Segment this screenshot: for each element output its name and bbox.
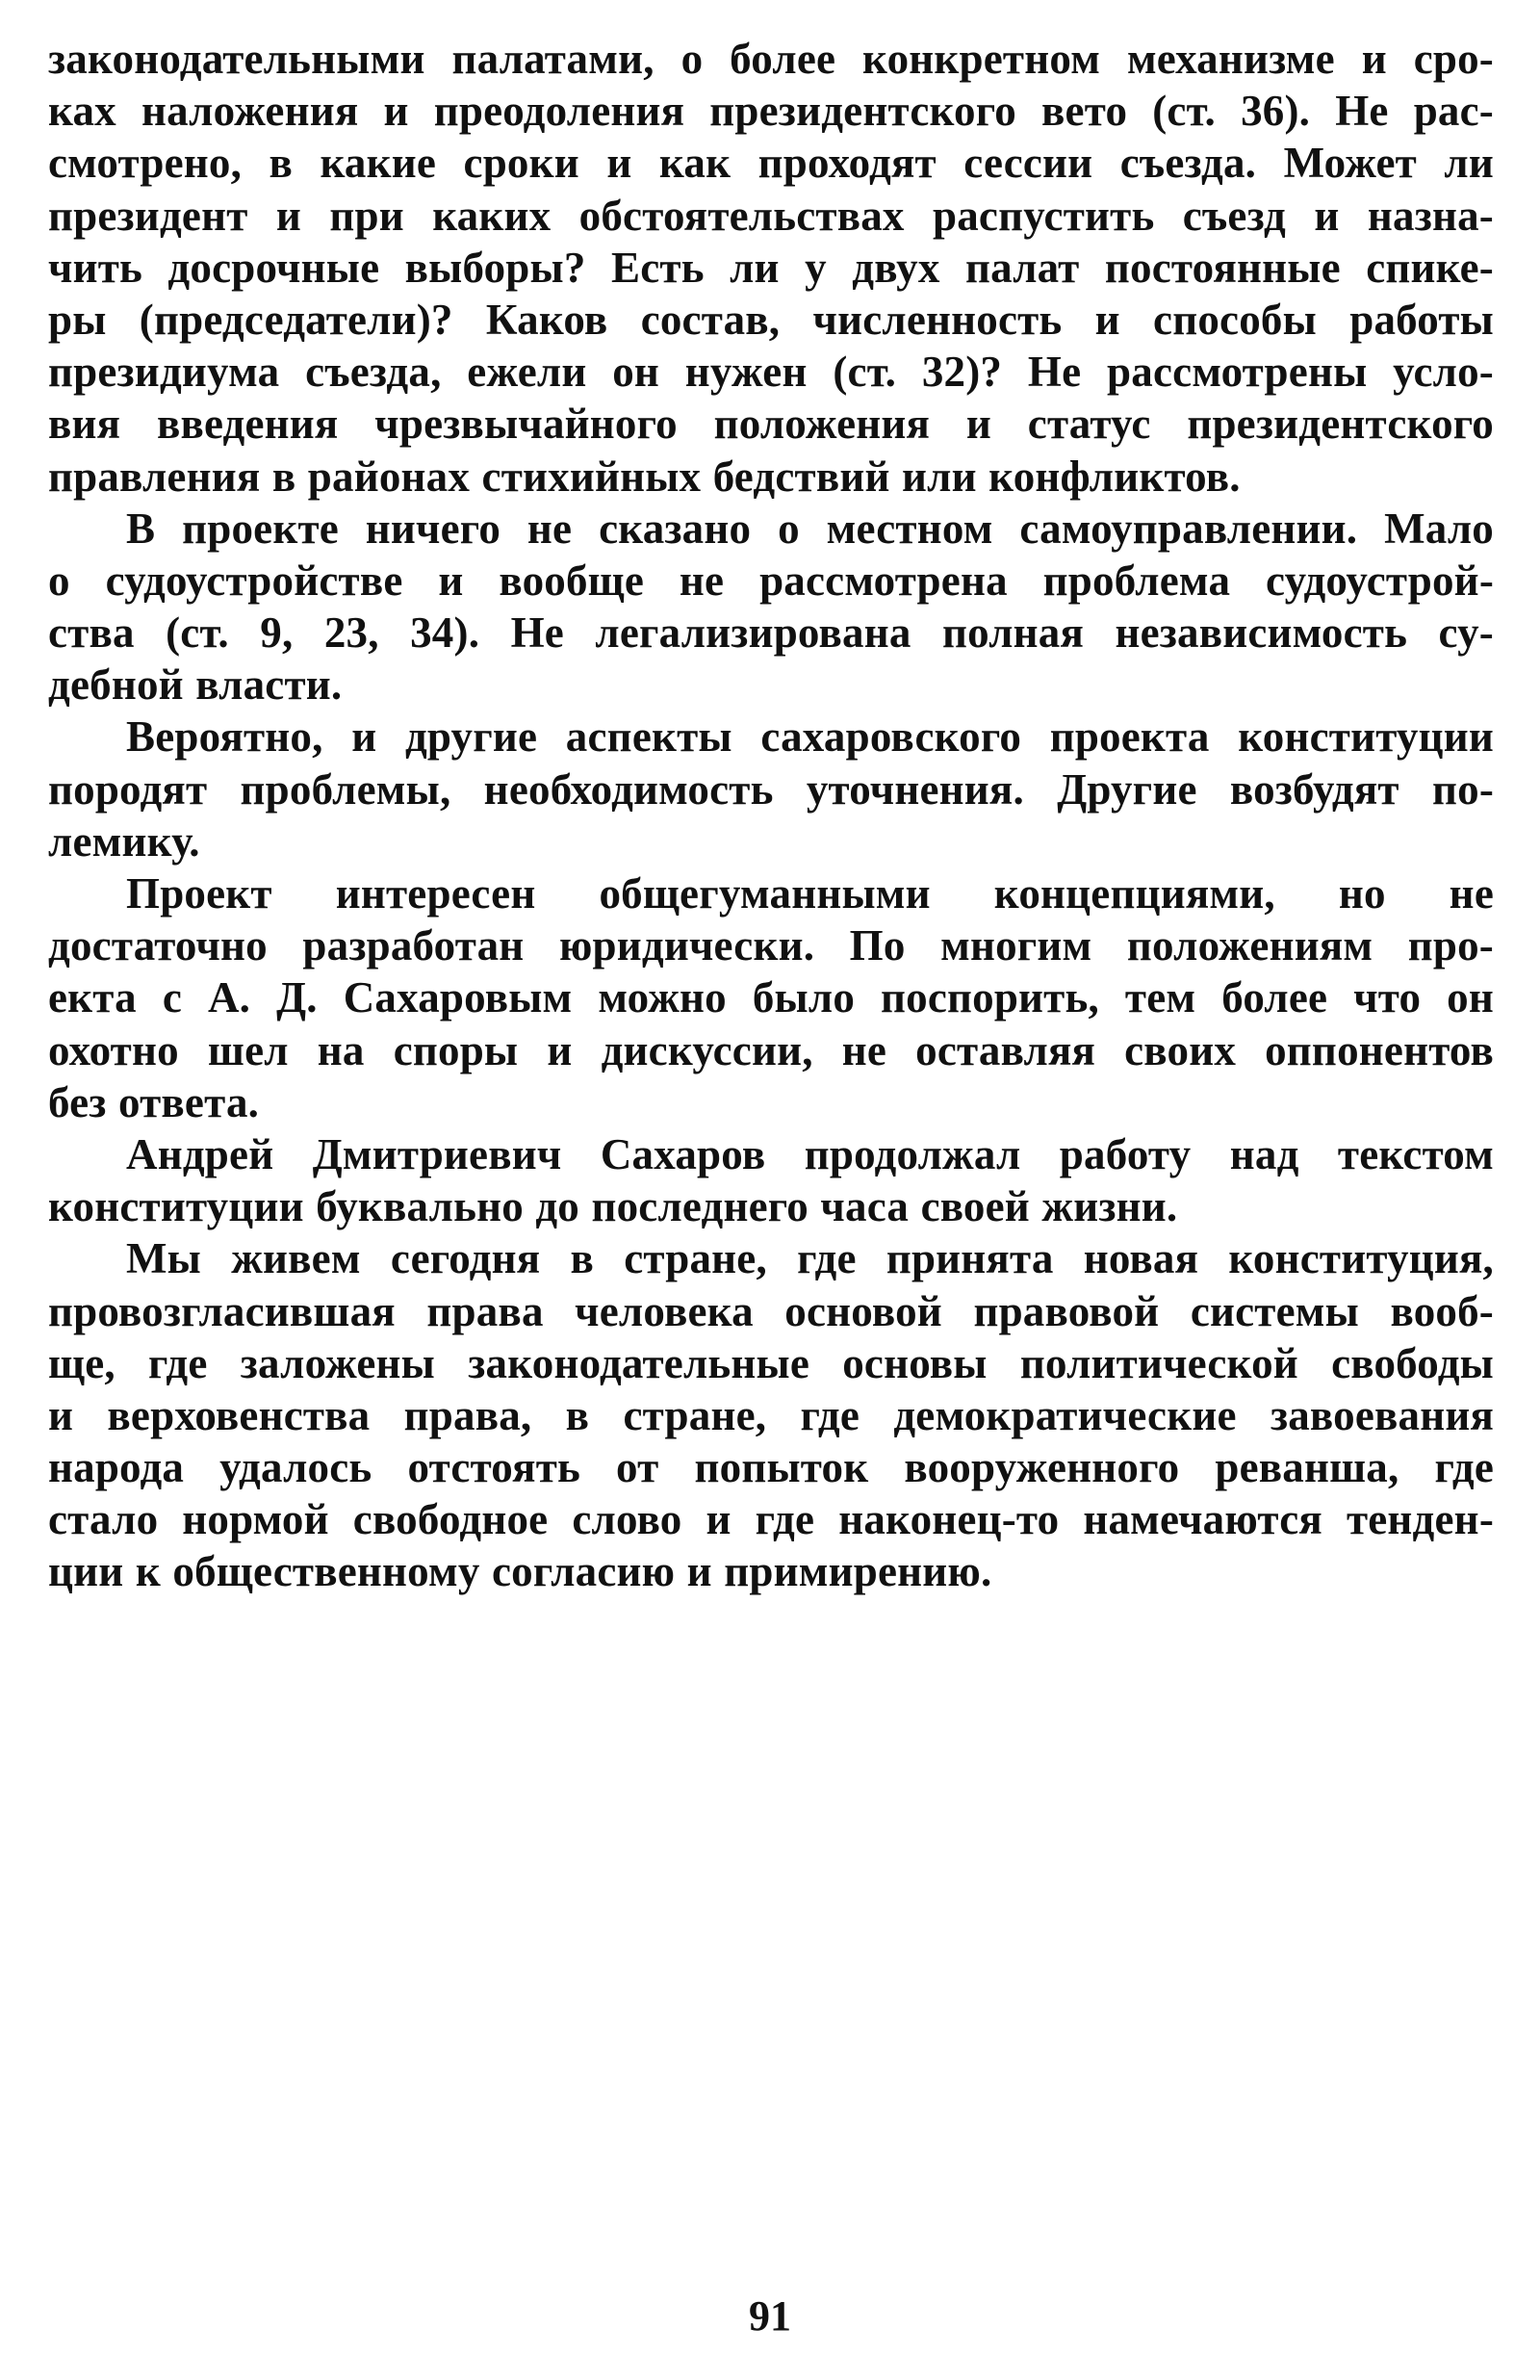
p1-line-3: смотрено, в какие сроки и как проходят сессии съезда. Может ли bbox=[48, 139, 1494, 188]
p3-line-1: Вероятно, и другие аспекты сахаровского проекта конституции bbox=[126, 712, 1494, 762]
p1-line-9: правления в районах стихийных бедствий или конфликтов. bbox=[48, 452, 1241, 501]
p6-line-5: народа удалось отстоять от попыток вооруженного реванша, где bbox=[48, 1443, 1494, 1492]
p1-line-8: вия введения чрезвычайного положения и статус президентского bbox=[48, 400, 1494, 449]
p3-line-2: породят проблемы, необходимость уточнения. Другие возбудят по- bbox=[48, 764, 1494, 814]
p4-line-5: без ответа. bbox=[48, 1077, 260, 1126]
p1-line-4: президент и при каких обстоятельствах распустить съезд и назна- bbox=[48, 191, 1494, 240]
p1-line-2: ках наложения и преодоления президентского вето (ст. 36). Не рас- bbox=[48, 87, 1494, 136]
p6-line-7: ции к общественному согласию и примирению. bbox=[48, 1547, 992, 1596]
p1-line-1: законодательными палатами, о более конкретном механизме и сро- bbox=[48, 35, 1494, 83]
page-number: 91 bbox=[749, 2292, 791, 2340]
p2-line-3: ства (ст. 9, 23, 34). Не легализирована полная независимость су- bbox=[48, 608, 1494, 658]
p4-line-4: охотно шел на споры и дискуссии, не оставляя своих оппонентов bbox=[48, 1025, 1494, 1074]
p4-line-3: екта с А. Д. Сахаровым можно было поспорить, тем более что он bbox=[48, 973, 1494, 1022]
p2-line-2: о судоустройстве и вообще не рассмотрена проблема судоустрой- bbox=[48, 556, 1494, 605]
p6-line-1: Мы живем сегодня в стране, где принята новая конституция, bbox=[126, 1234, 1494, 1283]
p5-line-1: Андрей Дмитриевич Сахаров продолжал работу над текстом bbox=[126, 1129, 1494, 1178]
p4-line-2: достаточно разработан юридически. По многим положениям про- bbox=[48, 921, 1494, 970]
p3-line-3: лемику. bbox=[48, 816, 200, 866]
p6-line-2: провозгласившая права человека основой правовой системы вооб- bbox=[48, 1286, 1494, 1335]
p2-line-4: дебной власти. bbox=[48, 660, 343, 710]
p1-line-5: чить досрочные выборы? Есть ли у двух палат постоянные спике- bbox=[48, 243, 1494, 292]
p6-line-3: ще, где заложены законодательные основы политической свободы bbox=[48, 1338, 1494, 1387]
p5-line-2: конституции буквально до последнего часа своей жизни. bbox=[48, 1182, 1178, 1231]
p6-line-4: и верховенства права, в стране, где демократические завоевания bbox=[48, 1390, 1494, 1439]
p1-line-6: ры (председатели)? Каков состав, численность и способы работы bbox=[48, 295, 1494, 344]
p1-line-7: президиума съезда, ежели он нужен (ст. 32)? Не рассмотрены усло- bbox=[48, 348, 1494, 397]
p6-line-6: стало нормой свободное слово и где наконец-то намечаются тенден- bbox=[48, 1495, 1494, 1544]
body-text bbox=[48, 33, 1494, 1598]
p2-line-1: В проекте ничего не сказано о местном самоуправлении. Мало bbox=[126, 504, 1494, 553]
p4-line-1: Проект интересен общегуманными концепциями, но не bbox=[126, 869, 1494, 918]
